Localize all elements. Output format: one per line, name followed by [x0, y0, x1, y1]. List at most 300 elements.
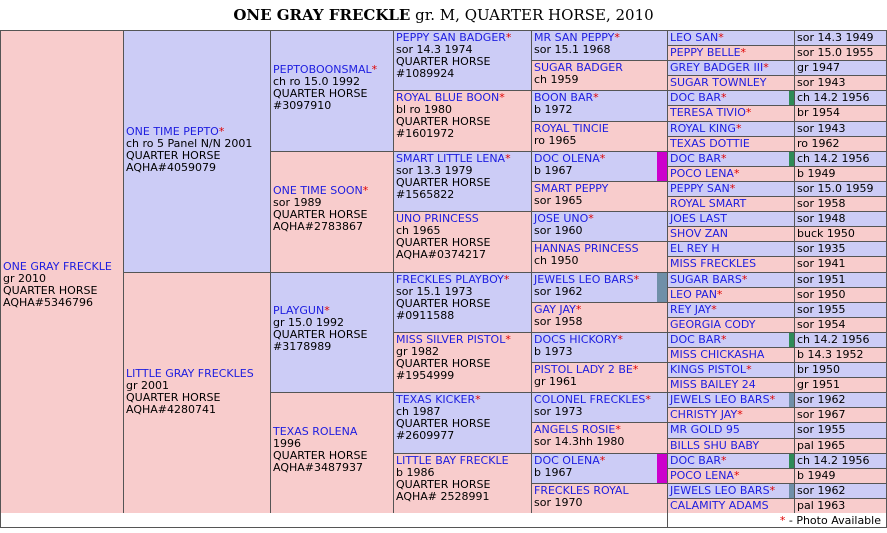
- horse-details: sor 14.3 1949: [797, 31, 874, 44]
- horse-details: bl ro 1980: [396, 103, 453, 116]
- photo-available-star: *: [599, 454, 606, 467]
- horse-details: #1954999: [396, 369, 455, 382]
- photo-legend-text: - Photo Available: [785, 514, 881, 527]
- photo-available-star: *: [769, 484, 776, 497]
- pedigree-cell-gen5: [531, 211, 668, 242]
- photo-available-star: *: [741, 273, 748, 286]
- pedigree-cell-gen4: [393, 151, 532, 212]
- horse-name[interactable]: ONE GRAY FRECKLE: [3, 260, 112, 273]
- horse-name[interactable]: PEPPY BELLE*: [670, 46, 747, 59]
- pedigree-cell-gen5: [531, 422, 668, 454]
- horse-name[interactable]: ONE TIME PEPTO*: [126, 125, 225, 138]
- horse-details: QUARTER HORSE: [396, 236, 491, 249]
- pedigree-cell-gen6-detail: [794, 121, 887, 137]
- horse-details: sor 1955: [797, 423, 846, 436]
- footer-divider: [667, 513, 668, 528]
- photo-available-star: *: [716, 288, 723, 301]
- pedigree-cell-gen6-detail: [794, 392, 887, 408]
- horse-details: b 1949: [797, 469, 836, 482]
- pedigree-cell-gen6: [667, 45, 795, 61]
- photo-star: *: [779, 514, 786, 527]
- horse-name[interactable]: JEWELS LEO BARS*: [670, 484, 776, 497]
- pedigree-cell-gen6-detail: [794, 75, 887, 91]
- pedigree-cell-gen6-detail: [794, 468, 887, 484]
- horse-name[interactable]: COLONEL FRECKLES*: [534, 393, 651, 406]
- pedigree-cell-gen4: [393, 272, 532, 333]
- horse-details: sor 13.3 1979: [396, 164, 473, 177]
- horse-name[interactable]: LITTLE BAY FRECKLE: [396, 454, 509, 467]
- photo-available-star: *: [632, 363, 639, 376]
- horse-details: sor 15.0 1955: [797, 46, 874, 59]
- horse-name[interactable]: MISS FRECKLES: [670, 257, 757, 270]
- horse-name[interactable]: CHRISTY JAY*: [670, 408, 743, 421]
- pedigree-cell-gen6-detail: [794, 498, 887, 514]
- horse-name[interactable]: DOC OLENA*: [534, 152, 606, 165]
- photo-available-star: *: [599, 152, 606, 165]
- horse-details: ro 1962: [797, 137, 840, 150]
- horse-details: ro 1965: [534, 134, 577, 147]
- pedigree-cell-gen6-detail: [794, 422, 887, 439]
- horse-name[interactable]: POCO LENA*: [670, 469, 740, 482]
- pedigree-cell-gen6-detail: [794, 272, 887, 288]
- horse-name[interactable]: ROYAL TINCIE: [534, 122, 609, 135]
- horse-name[interactable]: LEO SAN*: [670, 31, 724, 44]
- pedigree-cell-gen6: [667, 181, 795, 197]
- horse-name[interactable]: UNO PRINCESS: [396, 212, 479, 225]
- horse-details: gr 1951: [797, 378, 840, 391]
- horse-name[interactable]: FRECKLES PLAYBOY*: [396, 273, 510, 286]
- pedigree-cell-gen6: [667, 30, 795, 46]
- horse-details: b 14.3 1952: [797, 348, 864, 361]
- horse-name[interactable]: BILLS SHU BABY: [670, 439, 760, 452]
- photo-available-star: *: [575, 303, 582, 316]
- pedigree-cell-gen5: [531, 181, 668, 212]
- photo-available-star: *: [505, 31, 512, 44]
- horse-details: sor 14.3hh 1980: [534, 435, 625, 448]
- horse-details: QUARTER HORSE: [126, 149, 221, 162]
- pedigree-cell-gen6: [667, 90, 795, 106]
- pedigree-cell-gen6: [667, 211, 795, 227]
- photo-available-star: *: [718, 31, 724, 44]
- horse-name[interactable]: JOSE UNO*: [534, 212, 594, 225]
- photo-available-star: *: [721, 152, 727, 165]
- horse-name[interactable]: EL REY H: [670, 242, 720, 255]
- horse-details: sor 1948: [797, 212, 846, 225]
- horse-details: sor 1960: [534, 224, 583, 237]
- horse-name[interactable]: MR GOLD 95: [670, 423, 740, 436]
- pedigree-cell-gen6: [667, 422, 795, 439]
- photo-available-star: *: [588, 212, 594, 225]
- horse-name[interactable]: PEPTOBOONSMAL*: [273, 63, 378, 76]
- horse-details: QUARTER HORSE: [273, 449, 368, 462]
- pedigree-cell-gen4: [393, 90, 532, 152]
- pedigree-cell-gen6: [667, 438, 795, 454]
- horse-details: pal 1965: [797, 439, 846, 452]
- color-marker: [657, 152, 667, 181]
- pedigree-cell-gen6-detail: [794, 407, 887, 423]
- photo-available-star: *: [737, 408, 743, 421]
- horse-details: #1565822: [396, 188, 455, 201]
- horse-details: b 1967: [534, 466, 573, 479]
- photo-available-star: *: [740, 46, 747, 59]
- pedigree-cell-gen6-detail: [794, 287, 887, 303]
- horse-name[interactable]: JEWELS LEO BARS*: [670, 393, 776, 406]
- horse-details: sor 14.3 1974: [396, 43, 473, 56]
- photo-available-star: *: [729, 182, 736, 195]
- pedigree-cell-gen3: [270, 392, 394, 514]
- photo-available-star: *: [645, 393, 651, 406]
- pedigree-cell-gen6: [667, 332, 795, 348]
- pedigree-cell-gen4: [393, 211, 532, 273]
- pedigree-cell-gen2: [123, 272, 271, 514]
- horse-details: AQHA#3487937: [273, 461, 363, 474]
- pedigree-cell-gen6: [667, 272, 795, 288]
- pedigree-cell-gen6: [667, 317, 795, 333]
- horse-details: sor 1965: [534, 194, 583, 207]
- horse-name[interactable]: ROYAL BLUE BOON*: [396, 91, 505, 104]
- horse-name[interactable]: MR SAN PEPPY*: [534, 31, 620, 44]
- pedigree-cell-gen6: [667, 453, 795, 469]
- pedigree-cell-gen6: [667, 241, 795, 257]
- pedigree-cell-gen6: [667, 377, 795, 393]
- pedigree-cell-gen2: [123, 30, 271, 273]
- horse-details: br 1954: [797, 106, 840, 119]
- horse-details: pal 1963: [797, 499, 846, 512]
- horse-details: ch ro 15.0 1992: [273, 75, 361, 88]
- horse-name[interactable]: GEORGIA CODY: [670, 318, 756, 331]
- horse-name[interactable]: ONE TIME SOON*: [273, 184, 369, 197]
- pedigree-cell-gen6: [667, 226, 795, 242]
- pedigree-cell-gen6-detail: [794, 241, 887, 257]
- horse-details: QUARTER HORSE: [273, 208, 368, 221]
- photo-available-star: *: [499, 91, 505, 104]
- horse-details: sor 1955: [797, 303, 846, 316]
- horse-name[interactable]: FRECKLES ROYAL: [534, 484, 629, 497]
- photo-available-star: *: [617, 333, 623, 346]
- horse-details: sor 1970: [534, 496, 583, 509]
- pedigree-cell-gen4: [393, 30, 532, 91]
- horse-details: ch 1965: [396, 224, 441, 237]
- horse-details: sor 15.0 1959: [797, 182, 874, 195]
- pedigree-cell-gen6: [667, 362, 795, 378]
- horse-name[interactable]: GAY JAY*: [534, 303, 582, 316]
- photo-available-star: *: [633, 273, 640, 286]
- horse-details: sor 1962: [797, 393, 846, 406]
- horse-details: sor 1973: [534, 405, 583, 418]
- horse-name[interactable]: REY JAY*: [670, 303, 717, 316]
- photo-available-star: *: [745, 106, 752, 119]
- horse-name[interactable]: BOON BAR*: [534, 91, 599, 104]
- pedigree-cell-gen6-detail: [794, 45, 887, 61]
- horse-details: AQHA# 2528991: [396, 490, 490, 503]
- horse-name[interactable]: TERESA TIVIO*: [670, 106, 752, 119]
- horse-name[interactable]: LEO PAN*: [670, 288, 723, 301]
- pedigree-cell-gen6: [667, 392, 795, 408]
- horse-details: ch 14.2 1956: [797, 454, 870, 467]
- horse-name[interactable]: JEWELS LEO BARS*: [534, 273, 640, 286]
- horse-details: b 1973: [534, 345, 573, 358]
- photo-available-star: *: [721, 333, 727, 346]
- photo-available-star: *: [763, 61, 769, 74]
- horse-details: br 1950: [797, 363, 840, 376]
- horse-details: buck 1950: [797, 227, 855, 240]
- photo-available-star: *: [733, 469, 740, 482]
- horse-details: #0911588: [396, 309, 455, 322]
- horse-details: sor 1962: [534, 285, 583, 298]
- pedigree-cell-gen6-detail: [794, 377, 887, 393]
- photo-available-star: *: [505, 333, 511, 346]
- photo-available-star: *: [218, 125, 225, 138]
- horse-name[interactable]: DOC BAR*: [670, 333, 727, 346]
- pedigree-cell-gen6-detail: [794, 166, 887, 182]
- horse-name[interactable]: TEXAS ROLENA: [273, 425, 358, 438]
- photo-available-star: *: [746, 363, 752, 376]
- pedigree-cell-gen6-detail: [794, 302, 887, 318]
- pedigree-cell-gen6-detail: [794, 181, 887, 197]
- pedigree-cell-gen6-detail: [794, 211, 887, 227]
- horse-name[interactable]: SUGAR BADGER: [534, 61, 623, 74]
- horse-details: sor 1943: [797, 76, 846, 89]
- horse-name[interactable]: ANGELS ROSIE*: [534, 423, 621, 436]
- horse-details: sor 1954: [797, 318, 846, 331]
- footer-bar: [0, 513, 887, 528]
- horse-details: #3178989: [273, 340, 332, 353]
- photo-available-star: *: [593, 91, 599, 104]
- horse-details: QUARTER HORSE: [273, 328, 368, 341]
- pedigree-cell-gen6: [667, 468, 795, 484]
- photo-available-star: *: [769, 393, 776, 406]
- horse-details: #3097910: [273, 99, 332, 112]
- pedigree-cell-gen5: [531, 151, 668, 182]
- pedigree-cell-gen5: [531, 392, 668, 423]
- photo-available-star: *: [721, 454, 727, 467]
- color-marker: [657, 454, 667, 483]
- photo-available-star: *: [721, 91, 727, 104]
- photo-available-star: *: [711, 303, 717, 316]
- horse-name[interactable]: PEPPY SAN BADGER*: [396, 31, 512, 44]
- horse-details: QUARTER HORSE: [3, 284, 98, 297]
- pedigree-cell-gen6-detail: [794, 30, 887, 46]
- horse-name[interactable]: SUGAR TOWNLEY: [670, 76, 767, 89]
- horse-details: sor 1941: [797, 257, 846, 270]
- horse-details: ch 1959: [534, 73, 579, 86]
- horse-details: sor 1943: [797, 122, 846, 135]
- pedigree-cell-gen5: [531, 30, 668, 61]
- horse-name[interactable]: GREY BADGER III*: [670, 61, 769, 74]
- photo-available-star: *: [735, 122, 742, 135]
- horse-name[interactable]: DOC BAR*: [670, 454, 727, 467]
- pedigree-cell-gen5: [531, 332, 668, 363]
- horse-name[interactable]: POCO LENA*: [670, 167, 740, 180]
- pedigree-cell-gen6: [667, 287, 795, 303]
- horse-details: ch ro 5 Panel N/N 2001: [126, 137, 253, 150]
- pedigree-cell-gen6: [667, 256, 795, 273]
- horse-name[interactable]: KINGS PISTOL*: [670, 363, 752, 376]
- horse-name[interactable]: JOES LAST: [670, 212, 727, 225]
- horse-details: 1996: [273, 437, 301, 450]
- horse-name[interactable]: HANNAS PRINCESS: [534, 242, 639, 255]
- pedigree-cell-gen6: [667, 196, 795, 212]
- pedigree-cell-gen6-detail: [794, 317, 887, 333]
- photo-available-star: *: [475, 393, 481, 406]
- horse-details: gr 2010: [3, 272, 46, 285]
- photo-available-star: *: [362, 184, 369, 197]
- horse-name[interactable]: DOC BAR*: [670, 152, 727, 165]
- pedigree-cell-gen5: [531, 60, 668, 91]
- pedigree-cell-gen6-detail: [794, 362, 887, 378]
- photo-available-star: *: [503, 273, 510, 286]
- horse-details: sor 15.1 1968: [534, 43, 611, 56]
- photo-available-star: *: [614, 31, 620, 44]
- horse-details: gr 2001: [126, 379, 169, 392]
- horse-name[interactable]: DOCS HICKORY*: [534, 333, 623, 346]
- horse-name[interactable]: PEPPY SAN*: [670, 182, 736, 195]
- horse-details: sor 15.1 1973: [396, 285, 473, 298]
- horse-name[interactable]: DOC BAR*: [670, 91, 727, 104]
- pedigree-cell-gen5: [531, 302, 668, 333]
- pedigree-cell-gen6-detail: [794, 196, 887, 212]
- horse-details: ch 14.2 1956: [797, 91, 870, 104]
- horse-name[interactable]: SMART LITTLE LENA*: [396, 152, 511, 165]
- pedigree-cell-gen6: [667, 302, 795, 318]
- horse-description: gr. M, QUARTER HORSE, 2010: [415, 6, 654, 24]
- horse-details: b 1986: [396, 466, 435, 479]
- pedigree-cell-gen6: [667, 121, 795, 137]
- horse-details: QUARTER HORSE: [396, 417, 491, 430]
- horse-details: QUARTER HORSE: [396, 357, 491, 370]
- horse-details: QUARTER HORSE: [396, 478, 491, 491]
- horse-details: b 1967: [534, 164, 573, 177]
- pedigree-cell-gen6: [667, 407, 795, 423]
- horse-details: gr 1961: [534, 375, 577, 388]
- pedigree-cell-gen4: [393, 453, 532, 514]
- horse-details: ch 14.2 1956: [797, 333, 870, 346]
- pedigree-cell-gen3: [270, 151, 394, 273]
- photo-available-star: *: [371, 63, 378, 76]
- pedigree-cell-gen6: [667, 105, 795, 122]
- horse-details: ch 1950: [534, 254, 579, 267]
- horse-name[interactable]: TEXAS KICKER*: [396, 393, 481, 406]
- horse-name[interactable]: CALAMITY ADAMS: [670, 499, 769, 512]
- horse-details: sor 1967: [797, 408, 846, 421]
- pedigree-cell-gen5: [531, 453, 668, 484]
- pedigree-cell-gen6-detail: [794, 332, 887, 348]
- horse-name[interactable]: SHOV ZAN: [670, 227, 729, 240]
- pedigree-cell-gen5: [531, 90, 668, 122]
- horse-details: sor 1958: [534, 315, 583, 328]
- pedigree-cell-gen3: [270, 30, 394, 152]
- horse-name[interactable]: TEXAS DOTTIE: [670, 137, 750, 150]
- photo-legend: [780, 513, 881, 528]
- horse-name-title: ONE GRAY FRECKLE: [233, 6, 411, 24]
- horse-details: ch 14.2 1956: [797, 152, 870, 165]
- horse-details: gr 1947: [797, 61, 840, 74]
- horse-details: sor 1935: [797, 242, 846, 255]
- horse-details: gr 1982: [396, 345, 439, 358]
- pedigree-cell-gen6: [667, 60, 795, 76]
- horse-details: AQHA#4280741: [126, 403, 216, 416]
- pedigree-cell-gen5: [531, 272, 668, 303]
- pedigree-cell-gen6-detail: [794, 136, 887, 152]
- photo-available-star: *: [615, 423, 621, 436]
- photo-available-star: *: [324, 304, 330, 317]
- pedigree-cell-gen6-detail: [794, 90, 887, 106]
- horse-name[interactable]: PLAYGUN*: [273, 304, 330, 317]
- photo-available-star: *: [505, 152, 511, 165]
- pedigree-cell-gen5: [531, 483, 668, 514]
- pedigree-cell-gen6-detail: [794, 483, 887, 499]
- horse-name[interactable]: SUGAR BARS*: [670, 273, 748, 286]
- pedigree-cell-gen5: [531, 362, 668, 393]
- horse-details: QUARTER HORSE: [126, 391, 221, 404]
- horse-name[interactable]: LITTLE GRAY FRECKLES: [126, 367, 254, 380]
- pedigree-cell-gen1: [0, 30, 124, 514]
- horse-name[interactable]: SMART PEPPY: [534, 182, 609, 195]
- horse-name[interactable]: PISTOL LADY 2 BE*: [534, 363, 639, 376]
- horse-details: sor 1951: [797, 273, 846, 286]
- horse-name[interactable]: MISS BAILEY 24: [670, 378, 756, 391]
- pedigree-cell-gen6-detail: [794, 151, 887, 167]
- horse-name[interactable]: MISS SILVER PISTOL*: [396, 333, 511, 346]
- horse-details: gr 15.0 1992: [273, 316, 344, 329]
- pedigree-cell-gen6: [667, 483, 795, 499]
- horse-details: ch 1987: [396, 405, 441, 418]
- pedigree-cell-gen4: [393, 332, 532, 393]
- horse-details: #1089924: [396, 67, 455, 80]
- pedigree-cell-gen6-detail: [794, 438, 887, 454]
- horse-details: QUARTER HORSE: [396, 115, 491, 128]
- pedigree-cell-gen6-detail: [794, 105, 887, 122]
- horse-details: QUARTER HORSE: [396, 176, 491, 189]
- color-marker: [657, 273, 667, 302]
- pedigree-cell-gen6-detail: [794, 226, 887, 242]
- pedigree-cell-gen6: [667, 498, 795, 514]
- pedigree-cell-gen6: [667, 151, 795, 167]
- pedigree-cell-gen6-detail: [794, 256, 887, 273]
- photo-available-star: *: [733, 167, 740, 180]
- horse-details: AQHA#5346796: [3, 296, 93, 309]
- pedigree-cell-gen5: [531, 121, 668, 152]
- pedigree-cell-gen4: [393, 392, 532, 454]
- horse-details: QUARTER HORSE: [396, 297, 491, 310]
- horse-details: AQHA#4059079: [126, 161, 216, 174]
- pedigree-cell-gen6: [667, 136, 795, 152]
- horse-details: #2609977: [396, 429, 455, 442]
- horse-details: sor 1958: [797, 197, 846, 210]
- horse-name[interactable]: DOC OLENA*: [534, 454, 606, 467]
- horse-details: b 1949: [797, 167, 836, 180]
- pedigree-cell-gen5: [531, 241, 668, 273]
- horse-name[interactable]: ROYAL KING*: [670, 122, 742, 135]
- pedigree-cell-gen6: [667, 166, 795, 182]
- pedigree-cell-gen6: [667, 75, 795, 91]
- horse-details: QUARTER HORSE: [273, 87, 368, 100]
- pedigree-cell-gen3: [270, 272, 394, 393]
- pedigree-cell-gen6-detail: [794, 347, 887, 363]
- horse-name[interactable]: MISS CHICKASHA: [670, 348, 765, 361]
- pedigree-cell-gen6-detail: [794, 60, 887, 76]
- horse-details: AQHA#0374217: [396, 248, 486, 261]
- horse-details: b 1972: [534, 103, 573, 116]
- horse-details: QUARTER HORSE: [396, 55, 491, 68]
- horse-details: sor 1962: [797, 484, 846, 497]
- horse-details: AQHA#2783867: [273, 220, 363, 233]
- horse-details: #1601972: [396, 127, 455, 140]
- horse-name[interactable]: ROYAL SMART: [670, 197, 747, 210]
- pedigree-cell-gen6-detail: [794, 453, 887, 469]
- horse-details: sor 1950: [797, 288, 846, 301]
- horse-details: sor 1989: [273, 196, 322, 209]
